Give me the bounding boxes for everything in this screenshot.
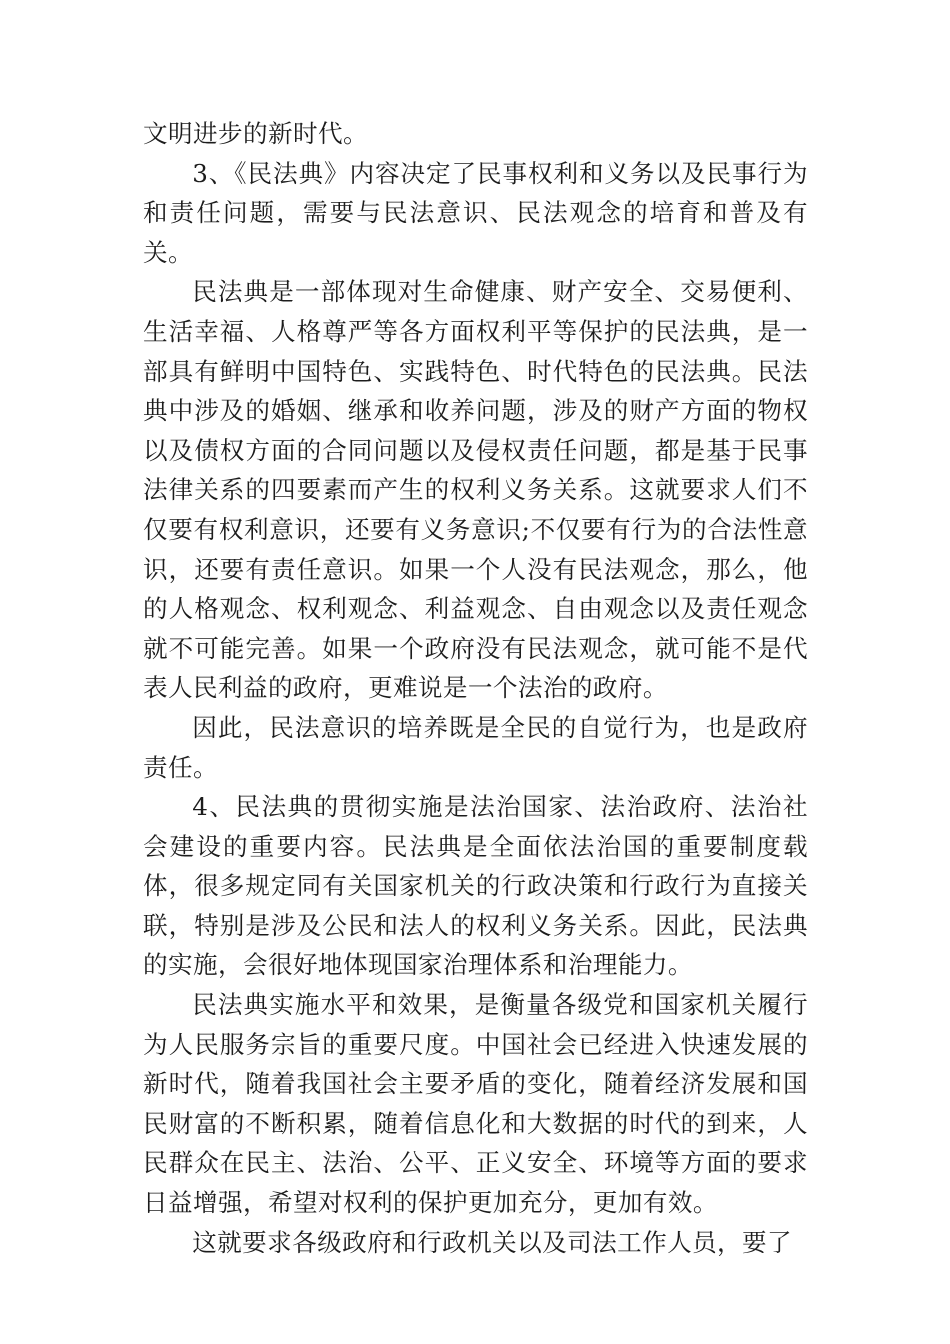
- paragraph: 4、民法典的贯彻实施是法治国家、法治政府、法治社会建设的重要内容。民法典是全面依法治国的重要制度载体，很多规定同有关国家机关的行政决策和行政行为直接关联，特别是涉及公民和法人的权利义务关系。因此，民法典的实施，会很好地体现国家治理体系和治理能力。: [143, 792, 808, 980]
- paragraph: 因此，民法意识的培养既是全民的自觉行为，也是政府责任。: [143, 712, 808, 782]
- paragraph: 文明进步的新时代。: [143, 119, 368, 148]
- paragraph: 这就要求各级政府和行政机关以及司法工作人员，要了: [192, 1227, 793, 1257]
- paragraph: 3、《民法典》内容决定了民事权利和义务以及民事行为和责任问题，需要与民法意识、民法观念的培育和普及有关。: [143, 158, 808, 267]
- paragraph: 民法典实施水平和效果，是衡量各级党和国家机关履行为人民服务宗旨的重要尺度。中国社会已经进入快速发展的新时代，随着我国社会主要矛盾的变化，随着经济发展和国民财富的不断积累，随着信息化和大数据的时代的到来，人民群众在民主、法治、公平、正义安全、环境等方面的要求日益增强，希望对权利的保护更加充分，更加有效。: [143, 990, 808, 1218]
- paragraph: 民法典是一部体现对生命健康、财产安全、交易便利、生活幸福、人格尊严等各方面权利平等保护的民法典，是一部具有鲜明中国特色、实践特色、时代特色的民法典。民法典中涉及的婚姻、继承和收养问题，涉及的财产方面的物权以及债权方面的合同问题以及侵权责任问题，都是基于民事法律关系的四要素而产生的权利义务关系。这就要求人们不仅要有权利意识，还要有义务意识;不仅要有行为的合法性意识，还要有责任意识。如果一个人没有民法观念，那么，他的人格观念、权利观念、利益观念、自由观念以及责任观念就不可能完善。如果一个政府没有民法观念，就可能不是代表人民利益的政府，更难说是一个法治的政府。: [143, 277, 808, 703]
- document-page: [143, 114, 808, 1262]
